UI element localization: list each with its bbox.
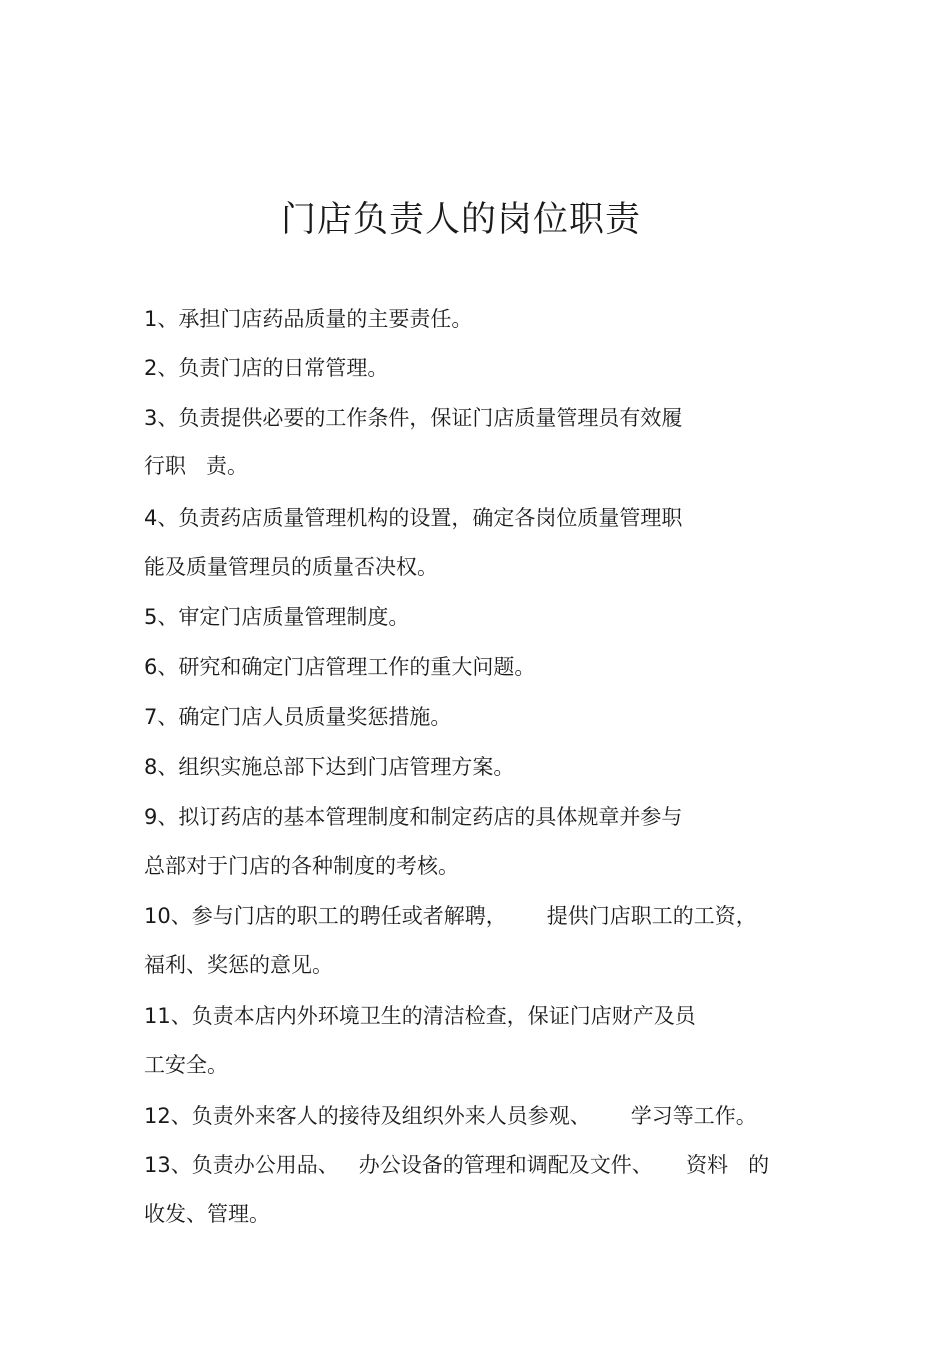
duty-line-13a: 13、负责办公用品、 办公设备的管理和调配及文件、 资料 的 — [144, 1153, 770, 1177]
duty-line-12: 12、负责外来客人的接待及组织外来人员参观、 学习等工作。 — [144, 1104, 757, 1128]
duty-line-11a: 11、负责本店内外环境卫生的清洁检查，保证门店财产及员 — [144, 1004, 696, 1028]
duty-line-9b: 总部对于门店的各种制度的考核。 — [144, 854, 459, 878]
duty-line-8: 8、组织实施总部下达到门店管理方案。 — [144, 755, 515, 779]
duty-line-4a: 4、负责药店质量管理机构的设置，确定各岗位质量管理职 — [144, 506, 683, 530]
duty-line-4b: 能及质量管理员的质量否决权。 — [144, 555, 438, 579]
duty-line-10b: 福利、奖惩的意见。 — [144, 953, 333, 977]
duty-line-5: 5、审定门店质量管理制度。 — [144, 605, 410, 629]
duty-line-1: 1、承担门店药品质量的主要责任。 — [144, 307, 473, 331]
duty-line-11b: 工安全。 — [144, 1053, 228, 1077]
document-title: 门店负责人的岗位职责 — [280, 200, 641, 240]
duty-line-3a: 3、负责提供必要的工作条件，保证门店质量管理员有效履 — [144, 406, 683, 430]
duty-line-2: 2、负责门店的日常管理。 — [144, 356, 389, 380]
duty-line-10a: 10、参与门店的职工的聘任或者解聘， 提供门店职工的工资， — [144, 904, 757, 928]
duty-line-9a: 9、拟订药店的基本管理制度和制定药店的具体规章并参与 — [144, 805, 683, 829]
duty-line-13b: 收发、管理。 — [144, 1202, 270, 1226]
duty-line-3b: 行职 责。 — [144, 454, 249, 478]
duty-line-6: 6、研究和确定门店管理工作的重大问题。 — [144, 655, 536, 679]
duty-line-7: 7、确定门店人员质量奖惩措施。 — [144, 705, 452, 729]
